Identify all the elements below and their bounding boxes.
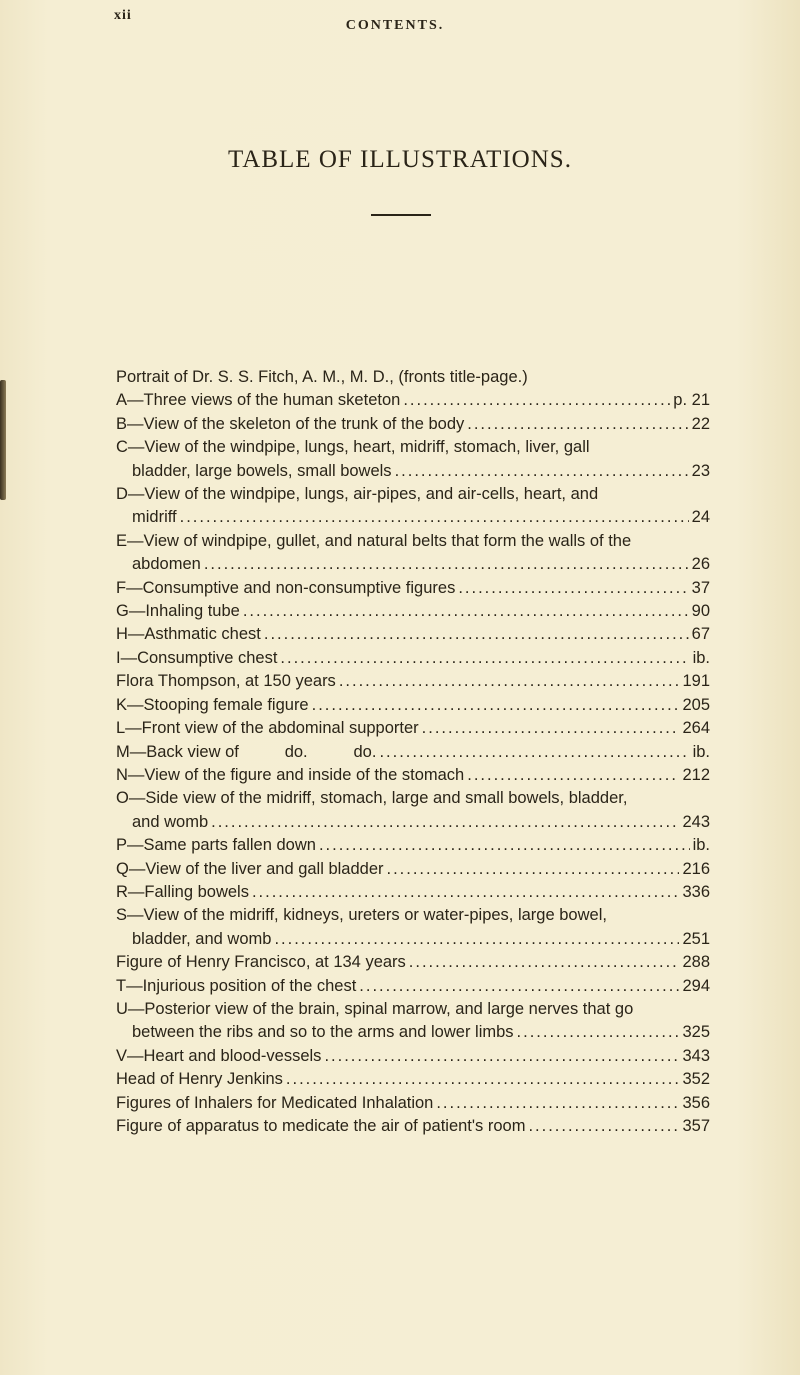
entry-label: F—Consumptive and non-consumptive figures — [116, 578, 456, 597]
entry-page-number: ib. — [692, 648, 710, 667]
entry-label: K—Stooping female figure — [116, 695, 309, 714]
entry-label: T—Injurious position of the chest — [116, 976, 357, 995]
dot-leader — [359, 975, 679, 998]
entry-page-number: ib. — [692, 742, 710, 761]
dot-leader — [467, 764, 679, 787]
dot-leader — [319, 834, 690, 857]
entry-line — [116, 858, 710, 881]
entry-line — [116, 975, 710, 998]
entry-line — [116, 600, 710, 623]
entry-page-number: 243 — [682, 812, 710, 831]
illustrations-list — [116, 366, 710, 1138]
entry-page-number: 26 — [691, 555, 710, 574]
entry-line — [116, 506, 710, 529]
entry-label: Flora Thompson, at 150 years — [116, 672, 336, 691]
entry-label: A—Three views of the human sketeton — [116, 391, 401, 410]
entry-page-number: 191 — [682, 672, 710, 691]
entry-label: Portrait of Dr. S. S. Fitch, A. M., M. D., (fronts title-page.) — [116, 368, 528, 386]
entry-label: E—View of windpipe, gullet, and natural belts that form the walls of the — [116, 531, 632, 550]
entry-line — [116, 951, 710, 974]
entry-line — [116, 436, 710, 459]
list-item — [116, 577, 710, 600]
list-item — [116, 741, 710, 764]
entry-label: bladder, large bowels, small bowels — [132, 461, 392, 480]
entry-line — [116, 998, 710, 1021]
entry-label: U—Posterior view of the brain, spinal marrow, and large nerves that go — [116, 999, 634, 1018]
entry-line — [116, 811, 710, 834]
entry-label: P—Same parts fallen down — [116, 836, 316, 855]
entry-label: Figure of apparatus to medicate the air of patient's room — [116, 1117, 526, 1135]
entry-label: H—Asthmatic chest — [116, 625, 261, 644]
entry-line — [116, 413, 710, 436]
entry-page-number: 325 — [682, 1023, 710, 1042]
dot-leader — [422, 717, 680, 740]
dot-leader — [252, 881, 680, 904]
entry-label: L—Front view of the abdominal supporter — [116, 719, 419, 738]
list-item — [116, 670, 710, 693]
entry-page-number: 67 — [691, 625, 710, 644]
list-item — [116, 764, 710, 787]
list-item — [116, 366, 710, 389]
list-item — [116, 904, 710, 951]
entry-label: Head of Henry Jenkins — [116, 1070, 283, 1089]
dot-leader — [312, 694, 680, 717]
entry-page-number: 336 — [682, 882, 710, 901]
entry-line — [116, 1092, 710, 1115]
list-item — [116, 389, 710, 412]
entry-line — [116, 881, 710, 904]
entry-page-number: 294 — [682, 976, 710, 995]
entry-label: N—View of the figure and inside of the stomach — [116, 765, 465, 784]
list-item — [116, 436, 710, 483]
entry-label: C—View of the windpipe, lungs, heart, midriff, stomach, liver, gall — [116, 438, 590, 457]
list-item — [116, 600, 710, 623]
list-item — [116, 1068, 710, 1091]
dot-leader — [517, 1021, 680, 1044]
list-item — [116, 694, 710, 717]
entry-line — [116, 577, 710, 600]
entry-label: O—Side view of the midriff, stomach, large and small bowels, bladder, — [116, 789, 628, 808]
entry-page-number: 205 — [682, 695, 710, 714]
dot-leader — [379, 741, 689, 764]
entry-page-number: 264 — [682, 719, 710, 738]
entry-line — [116, 553, 710, 576]
entry-line — [116, 1021, 710, 1044]
entry-label: B—View of the skeleton of the trunk of the body — [116, 414, 465, 433]
entry-line — [116, 366, 710, 389]
list-item — [116, 717, 710, 740]
entry-label: V—Heart and blood-vessels — [116, 1046, 322, 1065]
entry-label: R—Falling bowels — [116, 882, 249, 901]
list-item — [116, 975, 710, 998]
entry-label: Figures of Inhalers for Medicated Inhalation — [116, 1093, 434, 1112]
entry-page-number: 251 — [682, 929, 710, 948]
entry-page-number: ib. — [692, 836, 710, 855]
entry-label: bladder, and womb — [132, 929, 272, 948]
entry-page-number: 356 — [682, 1093, 710, 1112]
list-item — [116, 1045, 710, 1068]
entry-page-number: 22 — [691, 414, 710, 433]
entry-line — [116, 389, 710, 412]
entry-label: D—View of the windpipe, lungs, air-pipes, and air-cells, heart, and — [116, 485, 599, 504]
list-item — [116, 413, 710, 436]
dot-leader — [204, 553, 689, 576]
list-item — [116, 1115, 710, 1138]
list-item — [116, 881, 710, 904]
entry-line — [116, 670, 710, 693]
entry-line — [116, 928, 710, 951]
entry-line — [116, 717, 710, 740]
entry-label: midriff — [132, 508, 177, 527]
list-item — [116, 787, 710, 834]
entry-line — [116, 694, 710, 717]
entry-line — [116, 787, 710, 810]
entry-line — [116, 904, 710, 927]
entry-page-number: 37 — [691, 578, 710, 597]
page-title: TABLE OF ILLUSTRATIONS. — [228, 146, 572, 173]
list-item — [116, 623, 710, 646]
dot-leader — [280, 647, 689, 670]
list-item — [116, 530, 710, 577]
entry-line — [116, 1045, 710, 1068]
entry-label: M—Back view of do. do. — [116, 742, 377, 761]
list-item — [116, 647, 710, 670]
dot-leader — [324, 1045, 679, 1068]
entry-label: S—View of the midriff, kidneys, ureters or water-pipes, large bowel, — [116, 906, 607, 925]
entry-line — [116, 834, 710, 857]
list-item — [116, 951, 710, 974]
title-rule — [371, 214, 431, 216]
dot-leader — [403, 389, 670, 412]
dot-leader — [286, 1068, 680, 1091]
entry-line — [116, 530, 710, 553]
entry-page-number: 90 — [691, 602, 710, 621]
entry-label: Figure of Henry Francisco, at 134 years — [116, 953, 406, 972]
binding-edge — [0, 380, 6, 500]
dot-leader — [409, 951, 680, 974]
entry-page-number: 212 — [682, 765, 710, 784]
list-item — [116, 483, 710, 530]
dot-leader — [436, 1092, 679, 1115]
dot-leader — [211, 811, 679, 834]
list-item — [116, 998, 710, 1045]
entry-label: G—Inhaling tube — [116, 602, 240, 621]
dot-leader — [458, 577, 688, 600]
dot-leader — [387, 858, 680, 881]
list-item — [116, 858, 710, 881]
page-number: xii — [114, 8, 132, 23]
entry-page-number: 288 — [682, 953, 710, 972]
dot-leader — [528, 1115, 679, 1138]
entry-line — [116, 460, 710, 483]
entry-page-number: 357 — [682, 1117, 710, 1135]
entry-line — [116, 741, 710, 764]
entry-label: abdomen — [132, 555, 201, 574]
entry-page-number: 216 — [682, 859, 710, 878]
dot-leader — [467, 413, 688, 436]
entry-line — [116, 1115, 710, 1138]
entry-line — [116, 1068, 710, 1091]
entry-label: and womb — [132, 812, 209, 831]
entry-page-number: p. 21 — [673, 391, 710, 410]
running-head — [0, 18, 800, 34]
entry-line — [116, 483, 710, 506]
entry-label: between the ribs and so to the arms and lower limbs — [132, 1023, 514, 1042]
entry-label: I—Consumptive chest — [116, 648, 278, 667]
dot-leader — [274, 928, 679, 951]
entry-page-number: 24 — [691, 508, 710, 527]
entry-page-number: 23 — [691, 461, 710, 480]
dot-leader — [243, 600, 689, 623]
entry-page-number: 343 — [682, 1046, 710, 1065]
dot-leader — [264, 623, 689, 646]
entry-line — [116, 647, 710, 670]
entry-line — [116, 623, 710, 646]
dot-leader — [339, 670, 680, 693]
dot-leader — [180, 506, 689, 529]
list-item — [116, 834, 710, 857]
list-item — [116, 1092, 710, 1115]
entry-label: Q—View of the liver and gall bladder — [116, 859, 384, 878]
running-head-text: CONTENTS. — [345, 18, 445, 33]
entry-page-number: 352 — [682, 1070, 710, 1089]
entry-line — [116, 764, 710, 787]
dot-leader — [395, 460, 689, 483]
